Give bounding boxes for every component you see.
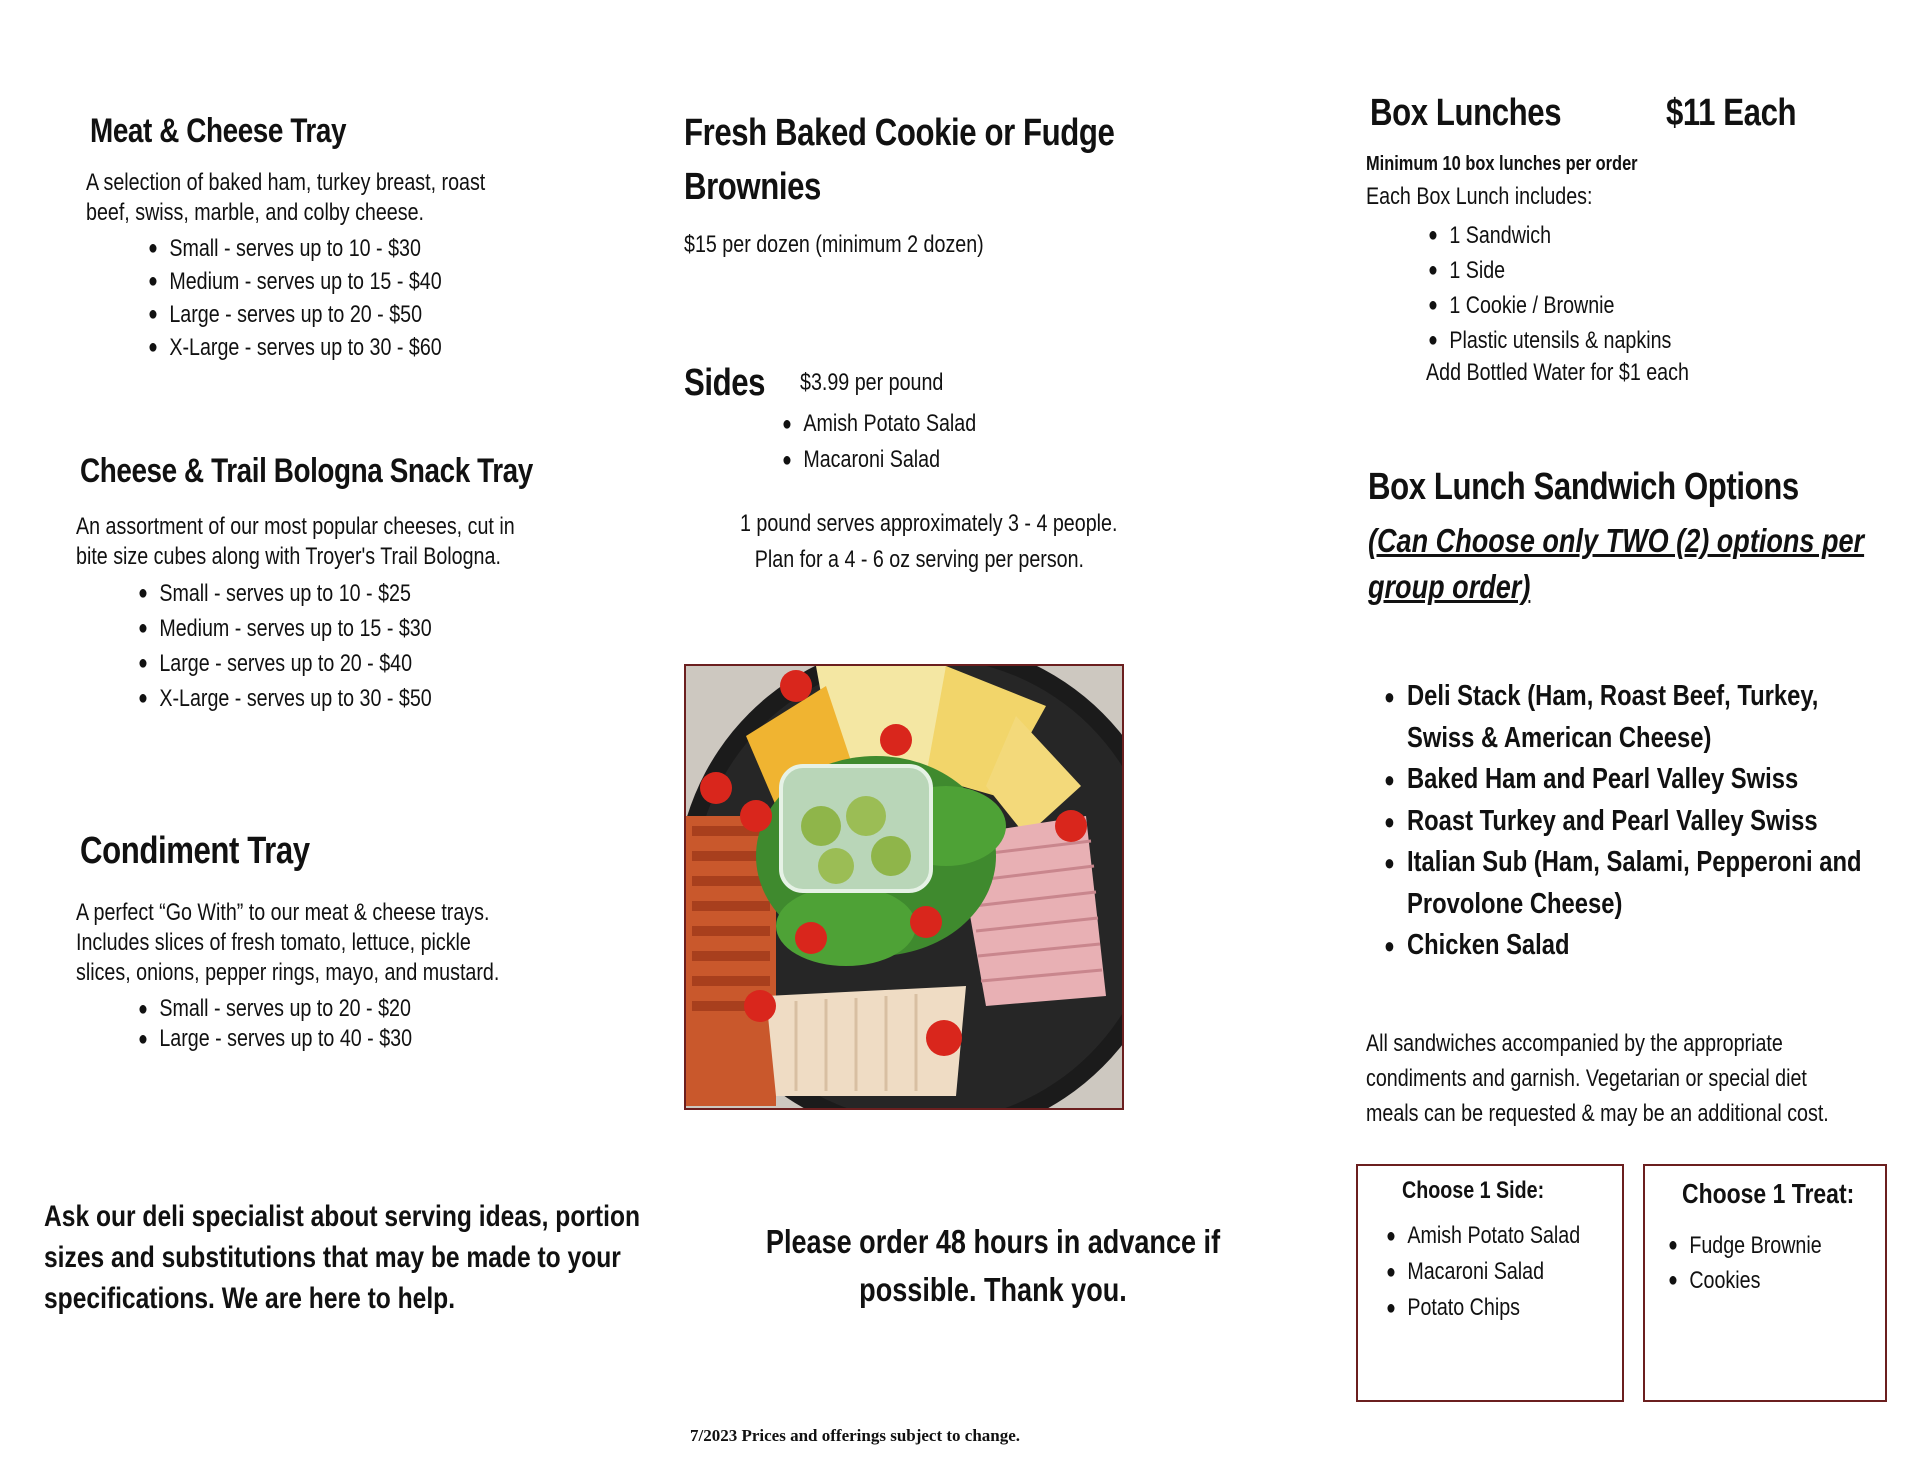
meat-cheese-desc-line: A selection of baked ham, turkey breast, roast — [86, 169, 486, 196]
list-item: ● Baked Ham and Pearl Valley Swiss — [1384, 763, 1799, 795]
box-lunch-list — [1428, 218, 1671, 358]
advance-line: possible. Thank you. — [859, 1271, 1127, 1308]
box-lunch-title: Box Lunches — [1370, 92, 1562, 134]
cookie-title-line: Fresh Baked Cookie or Fudge — [684, 112, 1115, 154]
snack-tray-desc-line: bite size cubes along with Troyer's Trail Bologna. — [76, 543, 501, 570]
sandwich-note-line: All sandwiches accompanied by the appropriate — [1366, 1030, 1783, 1057]
list-item: ● Plastic utensils & napkins — [1428, 323, 1671, 358]
advance-line: Please order 48 hours in advance if — [765, 1223, 1221, 1260]
list-item: ● Large - serves up to 40 - $30 — [138, 1024, 412, 1054]
condiment-desc-line: Includes slices of fresh tomato, lettuce, pickle — [76, 929, 471, 956]
sandwich-options-subtitle — [1368, 518, 1864, 610]
condiment-desc-line: A perfect “Go With” to our meat & cheese trays. — [76, 899, 490, 926]
advance-order-text — [706, 1218, 1280, 1314]
sides-note-line: 1 pound serves approximately 3 - 4 people. — [740, 510, 1118, 537]
list-item: ● Medium - serves up to 15 - $30 — [138, 611, 432, 646]
list-item: ● 1 Side — [1428, 253, 1671, 288]
list-item: ● Macaroni Salad — [782, 442, 976, 478]
list-item: ● X-Large - serves up to 30 - $50 — [138, 681, 432, 716]
list-item-continuation: Swiss & American Cheese) — [1406, 721, 1712, 754]
box-lunch-minimum: Minimum 10 box lunches per order — [1366, 153, 1638, 175]
list-item: ● Large - serves up to 20 - $50 — [148, 298, 442, 331]
cookie-title — [684, 106, 1114, 214]
subtitle-line: group order) — [1368, 568, 1531, 605]
snack-tray-list — [138, 576, 432, 716]
meat-cheese-desc — [86, 168, 485, 228]
sides-note-line: Plan for a 4 - 6 oz serving per person. — [754, 546, 1085, 573]
list-item: ● Italian Sub (Ham, Salami, Pepperoni and — [1384, 846, 1862, 878]
cookie-title-line: Brownies — [684, 166, 821, 208]
tray-illustration — [686, 666, 1122, 1108]
snack-tray-title: Cheese & Trail Bologna Snack Tray — [80, 452, 533, 490]
ask-line: Ask our deli specialist about serving ideas, portion — [44, 1200, 641, 1233]
list-item: ● Macaroni Salad — [1386, 1254, 1580, 1290]
footer-note: 7/2023 Prices and offerings subject to change. — [690, 1426, 1021, 1445]
list-item: ● Cookies — [1668, 1263, 1822, 1298]
sides-title: Sides — [684, 362, 766, 404]
list-item-text: Italian Sub (Ham, Salami, Pepperoni and — [1406, 846, 1862, 878]
list-item-text: Baked Ham and Pearl Valley Swiss — [1406, 763, 1799, 795]
condiment-desc — [76, 898, 499, 988]
bottled-water-note: Add Bottled Water for $1 each — [1426, 359, 1689, 386]
sandwich-options-title: Box Lunch Sandwich Options — [1368, 466, 1799, 508]
list-item: ● Roast Turkey and Pearl Valley Swiss — [1384, 804, 1818, 837]
list-item: ● Large - serves up to 20 - $40 — [138, 646, 432, 681]
meat-cheese-list — [148, 232, 442, 364]
list-item: ● 1 Cookie / Brownie — [1428, 288, 1671, 323]
sandwich-note — [1366, 1026, 1829, 1131]
list-item: ● Small - serves up to 10 - $30 — [148, 232, 442, 265]
box-lunch-includes: Each Box Lunch includes: — [1366, 183, 1593, 210]
list-item-text: Roast Turkey and Pearl Valley Swiss — [1406, 804, 1818, 837]
ask-specialist-text — [44, 1196, 640, 1319]
ask-line: sizes and substitutions that may be made to your — [44, 1241, 621, 1274]
box-lunch-price: $11 Each — [1666, 92, 1797, 134]
snack-tray-desc-line: An assortment of our most popular cheeses, cut in — [76, 513, 515, 540]
meat-cheese-desc-line: beef, swiss, marble, and colby cheese. — [86, 199, 425, 226]
deli-tray-photo — [684, 664, 1124, 1110]
list-item: ● Fudge Brownie — [1668, 1228, 1822, 1263]
list-item: ● Amish Potato Salad — [1386, 1218, 1580, 1254]
sandwich-note-line: condiments and garnish. Vegetarian or special diet — [1366, 1065, 1807, 1092]
sides-price: $3.99 per pound — [800, 369, 944, 396]
list-item: ● Deli Stack (Ham, Roast Beef, Turkey, — [1384, 680, 1819, 712]
choose-treat-title: Choose 1 Treat: — [1682, 1178, 1855, 1209]
choose-treat-list — [1668, 1228, 1822, 1298]
condiment-title: Condiment Tray — [80, 830, 310, 872]
list-item: ● Amish Potato Salad — [782, 406, 976, 442]
sandwich-options-list — [1384, 676, 1862, 967]
ask-line: specifications. We are here to help. — [44, 1282, 456, 1315]
list-item-text: Chicken Salad — [1406, 929, 1570, 961]
condiment-list — [138, 994, 412, 1054]
meat-cheese-title: Meat & Cheese Tray — [90, 112, 347, 150]
choose-side-list — [1386, 1218, 1580, 1326]
list-item-text: Deli Stack (Ham, Roast Beef, Turkey, — [1406, 680, 1819, 712]
list-item: ● Potato Chips — [1386, 1290, 1580, 1326]
list-item-continuation: Provolone Cheese) — [1406, 887, 1623, 920]
snack-tray-desc — [76, 512, 515, 572]
list-item: ● Small - serves up to 20 - $20 — [138, 994, 412, 1024]
subtitle-line: (Can Choose only TWO (2) options per — [1368, 522, 1865, 559]
list-item: ● Chicken Salad — [1384, 929, 1570, 961]
list-item: ● 1 Sandwich — [1428, 218, 1671, 253]
list-item: ● Small - serves up to 10 - $25 — [138, 576, 432, 611]
cookie-price: $15 per dozen (minimum 2 dozen) — [684, 231, 984, 258]
condiment-desc-line: slices, onions, pepper rings, mayo, and mustard. — [76, 959, 500, 986]
list-item: ● Medium - serves up to 15 - $40 — [148, 265, 442, 298]
sandwich-note-line: meals can be requested & may be an additional cost. — [1366, 1100, 1829, 1127]
choose-side-title: Choose 1 Side: — [1402, 1177, 1545, 1204]
list-item: ● X-Large - serves up to 30 - $60 — [148, 331, 442, 364]
sides-list — [782, 406, 976, 478]
sides-note — [740, 506, 1117, 578]
